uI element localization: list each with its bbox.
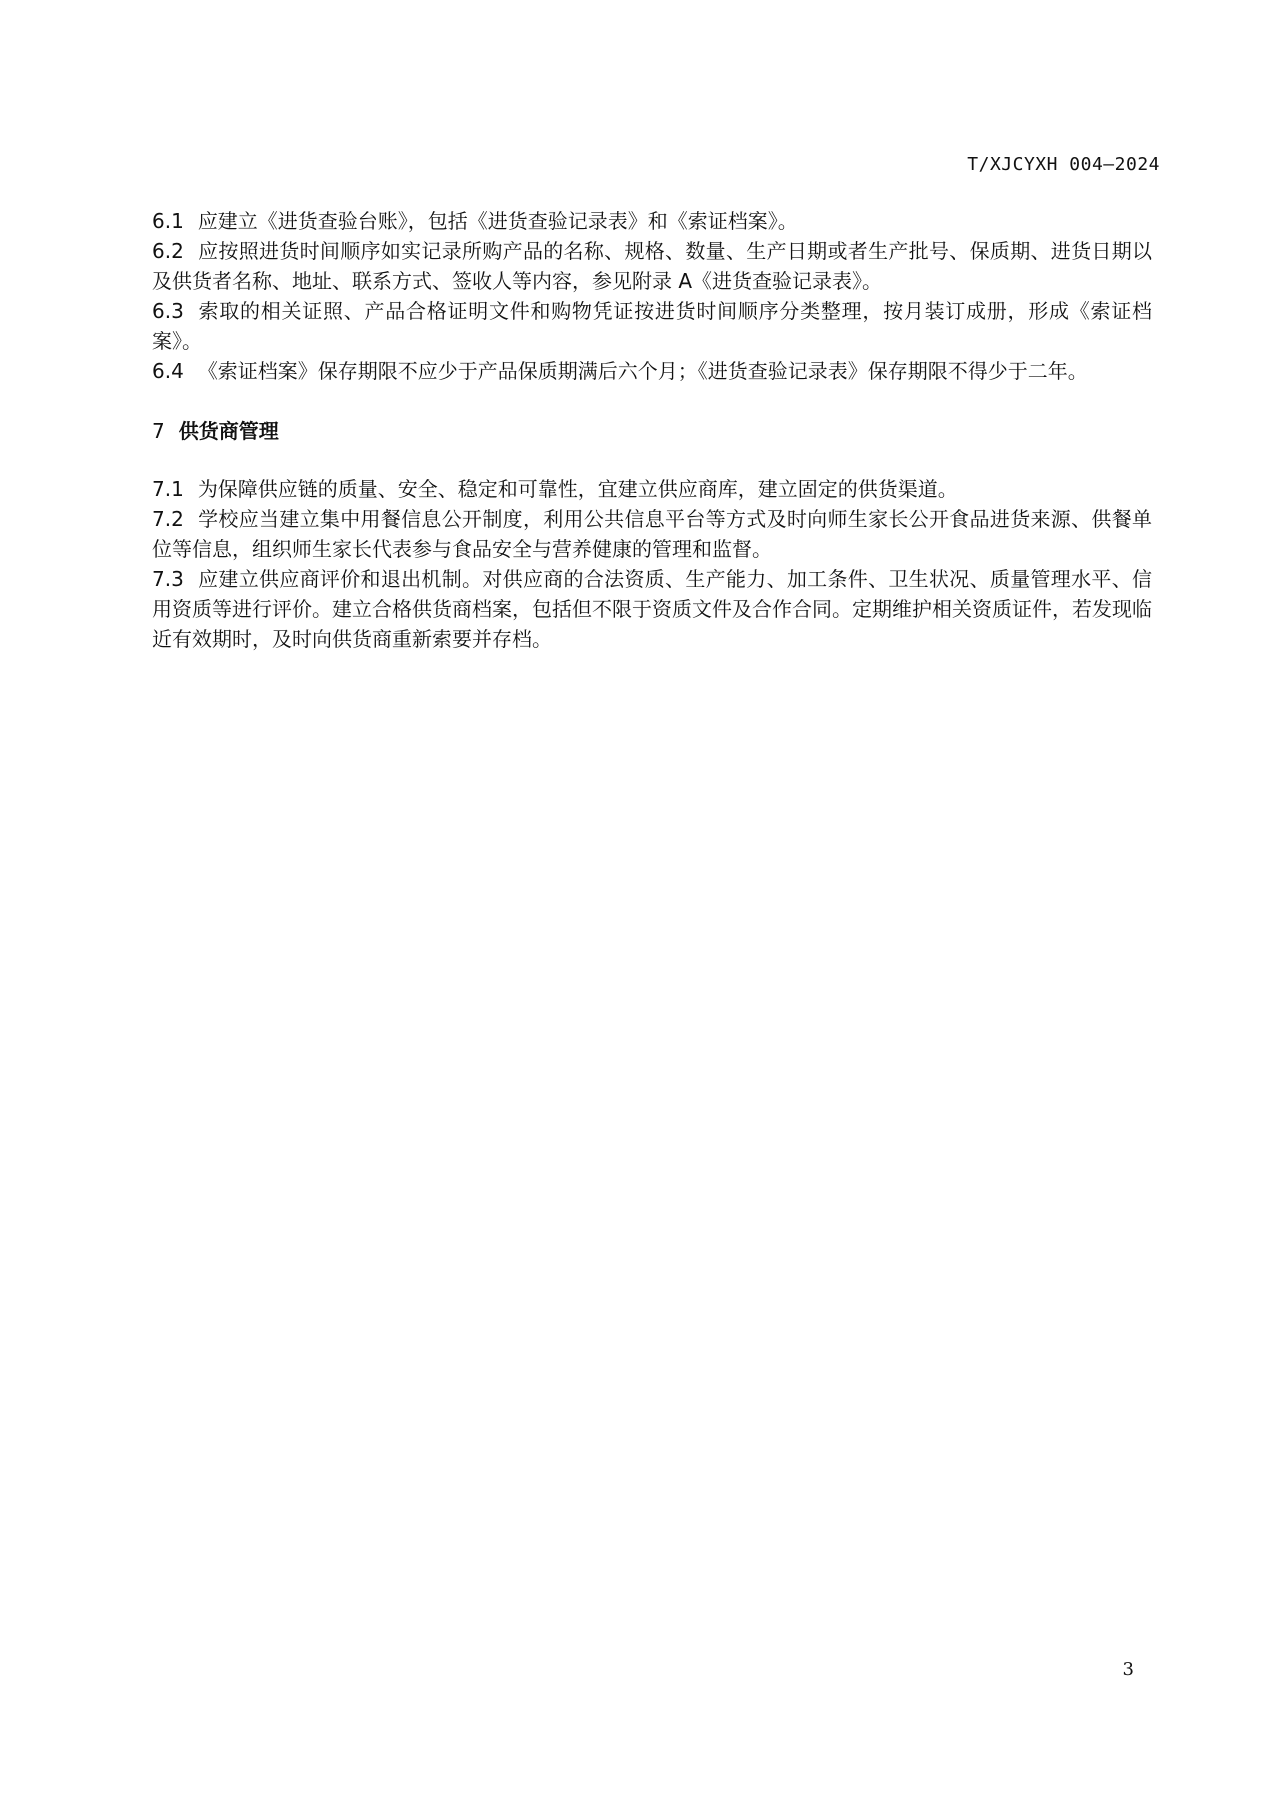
clause-text: 学校应当建立集中用餐信息公开制度，利用公共信息平台等方式及时向师生家长公开食品进货来源、供餐单位等信息，组织师生家长代表参与食品安全与营养健康的管理和监督。 (152, 507, 1152, 561)
section-number: 7 (152, 419, 165, 443)
clause-text: 应建立供应商评价和退出机制。对供应商的合法资质、生产能力、加工条件、卫生状况、质量管理水平、信用资质等进行评价。建立合格供货商档案，包括但不限于资质文件及合作合同。定期维护相关资质证件，若发现临近有效期时，及时向供货商重新索要并存档。 (152, 567, 1152, 651)
clause-6-3 (152, 296, 1152, 356)
clause-number: 7.1 (152, 477, 184, 501)
clause-text: 为保障供应链的质量、安全、稳定和可靠性，宜建立供应商库，建立固定的供货渠道。 (197, 477, 958, 501)
document-code: T/XJCYXH 004—2024 (967, 154, 1160, 175)
clause-6-1 (152, 206, 1152, 236)
clause-number: 7.3 (152, 567, 184, 591)
clause-number: 6.4 (152, 359, 184, 383)
clause-6-4 (152, 356, 1152, 386)
section-heading-7 (152, 416, 1152, 446)
clause-number: 6.3 (152, 299, 184, 323)
clause-number: 6.1 (152, 209, 184, 233)
document-body (152, 206, 1152, 654)
clause-number: 7.2 (152, 507, 184, 531)
clause-text: 索取的相关证照、产品合格证明文件和购物凭证按进货时间顺序分类整理，按月装订成册，形成《索证档案》。 (152, 299, 1152, 353)
clause-6-2 (152, 236, 1152, 296)
clause-7-3 (152, 564, 1152, 654)
clause-number: 6.2 (152, 239, 184, 263)
clause-text: 应按照进货时间顺序如实记录所购产品的名称、规格、数量、生产日期或者生产批号、保质期、进货日期以及供货者名称、地址、联系方式、签收人等内容，参见附录 A《进货查验记录表》。 (152, 239, 1152, 293)
clause-7-2 (152, 504, 1152, 564)
section-title: 供货商管理 (178, 419, 279, 443)
clause-7-1 (152, 474, 1152, 504)
page-number: 3 (1122, 1659, 1134, 1680)
clause-text: 应建立《进货查验台账》，包括《进货查验记录表》和《索证档案》。 (197, 209, 798, 233)
clause-text: 《索证档案》保存期限不应少于产品保质期满后六个月；《进货查验记录表》保存期限不得少于二年。 (197, 359, 1088, 383)
